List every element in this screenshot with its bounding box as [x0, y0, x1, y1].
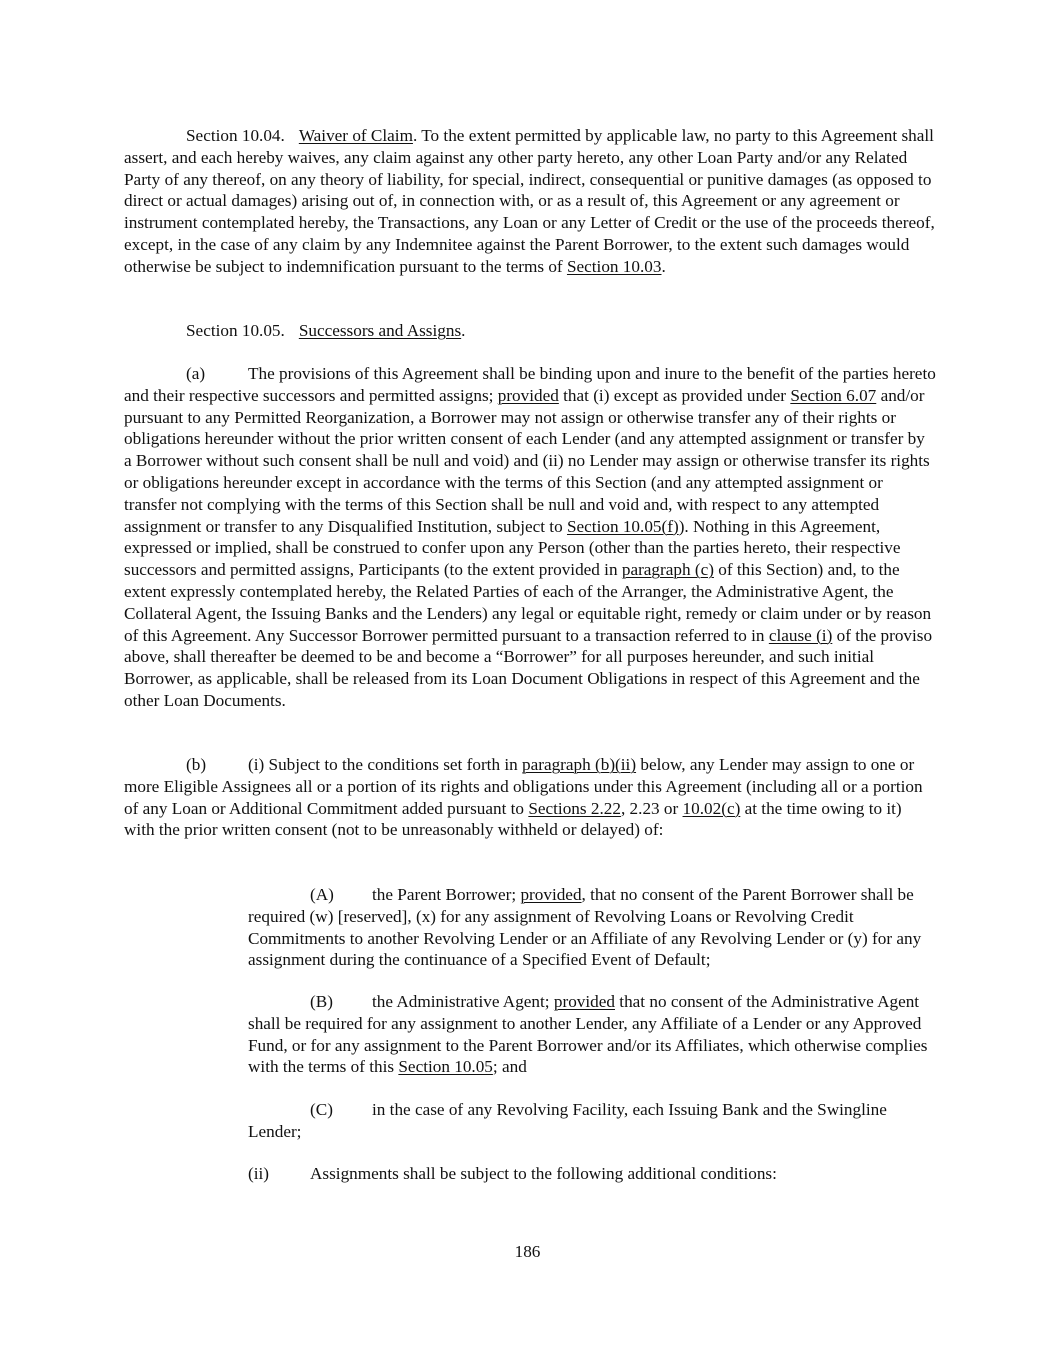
section-10-05-reference: Section 10.05	[398, 1057, 493, 1077]
sections-2-22-reference: Sections 2.22	[528, 798, 621, 818]
section-10-03-reference: Section 10.03	[566, 256, 662, 276]
paragraph-b: (b) (i) Subject to the conditions set forth in paragraph (b)(ii) below, any Lender may assign to one or more Eligible Assignees all or a portion of its rights and obligations under this Agreement (including all or a portion of any Loan or Additional Commitment added pursuant to Sections 2.22, 2.23 or 10.02(c) at the time owing to it) with the prior written consent (not to be unreasonably withheld or delayed) of:	[124, 755, 923, 840]
subparagraph-ii-label: (ii)	[248, 1164, 269, 1183]
paragraph-a: (a) The provisions of this Agreement shall be binding upon and inure to the benefit of the parties hereto and their respective successors and permitted assigns; provided that (i) except as provided under Section 6.07 and/or pursuant to any Permitted Reorganization, a Borrower may not assign or otherwise transfer any of their rights or obligations hereunder without the prior written consent of each Lender (and any attempted assignment or transfer by a Borrower without such consent shall be null and void) and (ii) no Lender may assign or otherwise transfer its rights or obligations hereunder except in accordance with the terms of this Section (and any attempted assignment or transfer not complying with the terms of this Section shall be null and void and, with respect to any attempted assignment or transfer to any Disqualified Institution, subject to Section 10.05(f)). Nothing in this Agreement, expressed or implied, shall be construed to confer upon any Person (other than the parties hereto, their respective successors and permitted assigns, Participants (to the extent provided in paragraph (c) of this Section) and, to the extent expressly contemplated hereby, the Related Parties of each of the Arranger, the Administrative Agent, the Collateral Agent, the Issuing Banks and the Lenders) any legal or equitable right, remedy or claim under or by reason of this Agreement. Any Successor Borrower permitted pursuant to a transaction referred to in clause (i) of the proviso above, shall thereafter be deemed to be and become a “Borrower” for all purposes hereunder, and such initial Borrower, as applicable, shall be released from its Loan Document Obligations in respect of this Agreement and the other Loan Documents.	[124, 364, 936, 710]
subparagraph-B-label: (B)	[310, 992, 333, 1011]
section-10-02-c-reference: 10.02(c)	[682, 798, 741, 818]
paragraph-c-reference: paragraph (c)	[621, 560, 714, 580]
section-10-05-title: Successors and Assigns	[298, 321, 462, 340]
provided-term: provided	[497, 385, 559, 405]
subparagraph-C-label: (C)	[310, 1100, 333, 1119]
subparagraph-A: (A) the Parent Borrower; provided, that no consent of the Parent Borrower shall be required (w) [reserved], (x) for any assignment of Revolving Loans or Revolving Credit Commitments to another Revolving Lender or an Affiliate of any Revolving Lender or (y) for any assignment during the continuance of a Specified Event of Default;	[248, 885, 922, 970]
subparagraph-A-label: (A)	[310, 885, 334, 904]
subparagraph-B: (B) the Administrative Agent; provided that no consent of the Administrative Agent shall be required for any assignment to another Lender, any Affiliate of a Lender or any Approved Fund, or for any assignment to the Parent Borrower and/or its Affiliates, which otherwise complies with the terms of this Section 10.05; and	[248, 992, 928, 1077]
section-10-04-title: Waiver of Claim	[298, 126, 413, 145]
section-10-05-heading: Section 10.05. Successors and Assigns.	[186, 321, 466, 340]
clause-i-reference: clause (i)	[768, 625, 833, 645]
paragraph-a-label: (a)	[186, 364, 206, 383]
section-10-04-number: Section 10.04.	[186, 126, 285, 145]
section-10-04: Section 10.04. Waiver of Claim. To the extent permitted by applicable law, no party to this Agreement shall assert, and each hereby waives, any claim against any other party hereto, any other Loan Party and/or any Related Party of any thereof, on any theory of liability, for special, indirect, consequential or punitive damages (as opposed to direct or actual damages) arising out of, in connection with, or as a result of, this Agreement or any agreement or instrument contemplated hereby, the Transactions, any Loan or any Letter of Credit or the use of the proceeds thereof, except, in the case of any claim by any Indemnitee against the Parent Borrower, to the extent such damages would otherwise be subject to indemnification pursuant to the terms of Section 10.03.	[124, 126, 935, 276]
paragraph-b-label: (b)	[186, 755, 207, 774]
section-10-05-f-reference: Section 10.05(f)	[566, 516, 679, 536]
section-6-07-reference: Section 6.07	[790, 385, 877, 405]
subparagraph-C: (C) in the case of any Revolving Facility, each Issuing Bank and the Swingline Lender;	[248, 1100, 887, 1141]
paragraph-b-ii-reference: paragraph (b)(ii)	[522, 755, 637, 774]
page-number: 186	[514, 1242, 541, 1261]
provided-term: provided	[520, 885, 582, 904]
section-10-04-text: . To the extent permitted by applicable law, no party to this Agreement shall assert, and each hereby waives, any claim against any other party hereto, any other Loan Party and/or any Related Party of any thereof, on any theory of liability, for special, indirect, consequential or punitive damages (as opposed to direct or actual damages) arising out of, in connection with, or as a result of, this Agreement or any agreement or instrument contemplated hereby, the Transactions, any Loan or any Letter of Credit or the use of the proceeds thereof, except, in the case of any claim by any Indemnitee against the Parent Borrower, to the extent such damages would otherwise be subject to indemnification pursuant to the terms of	[124, 126, 935, 276]
section-10-05-number: Section 10.05.	[186, 321, 285, 340]
provided-term: provided	[553, 992, 615, 1011]
subparagraph-ii: (ii) Assignments shall be subject to the following additional conditions:	[248, 1164, 777, 1183]
